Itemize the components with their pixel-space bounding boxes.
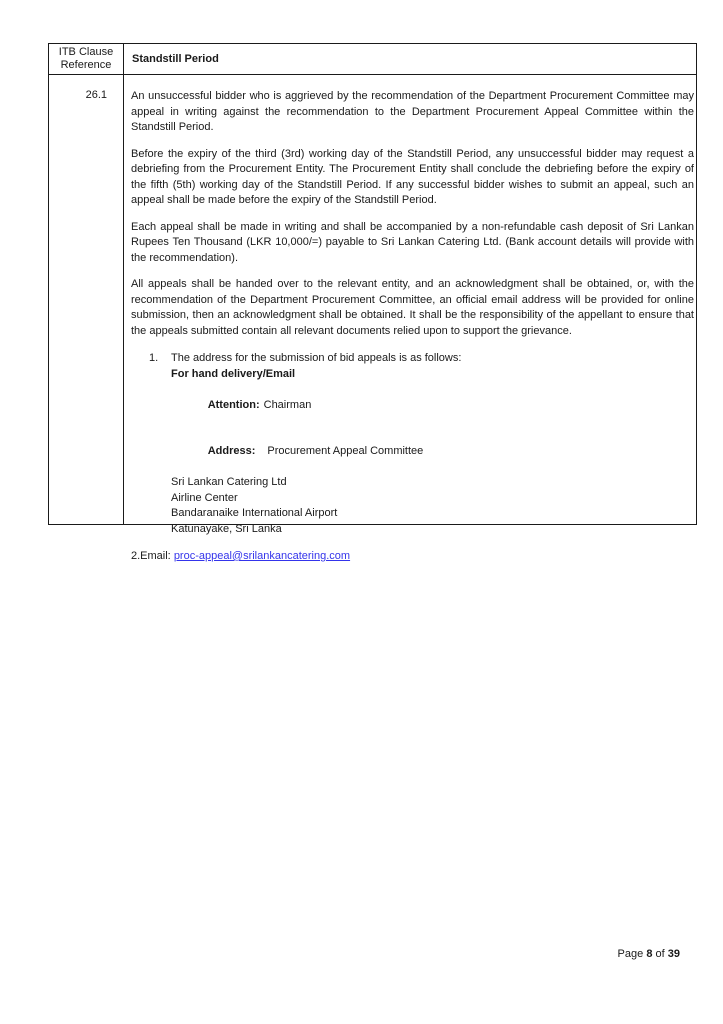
address-intro: The address for the submission of bid appeals is as follows: [171, 352, 462, 364]
bid-appeal-address-list-item [149, 351, 694, 537]
clause-number-cell [49, 75, 124, 524]
bid-appeal-address-block [171, 351, 461, 537]
address-company: Sri Lankan Catering Ltd [171, 476, 287, 488]
hand-delivery-heading: For hand delivery/Email [171, 367, 296, 380]
clause-body-cell [124, 75, 696, 562]
appeal-email-link[interactable]: proc-appeal@srilankancatering.com [173, 550, 351, 562]
current-page-number: 8 [646, 948, 653, 960]
address-line [171, 429, 461, 476]
paragraph-appeal-right: An unsuccessful bidder who is aggrieved by the recommendation of the Department Procurement Committee may appeal in writing against the recommendation to the Department Procurement Appeal Committee within the Standstill Period. [131, 90, 694, 133]
clause-number: 26.1 [85, 89, 107, 101]
page-number-footer [618, 948, 680, 960]
header-col1-label: ITB Clause Reference [58, 45, 114, 71]
total-page-count: 39 [667, 948, 680, 960]
address-city: Katunayake, Sri Lanka [171, 522, 282, 535]
attention-value: Chairman [263, 398, 312, 411]
of-label: of [655, 948, 665, 960]
paragraph-debriefing: Before the expiry of the third (3rd) working day of the Standstill Period, any unsuccessful bidder may request a debriefing from the Procurement Entity. The Procurement Entity shall conclude the debriefing before the expiry of the fifth (5th) working day of the Standstill Period. If any successful bidder wishes to submit an appeal, such an appeal shall be made before the expiry of the Standstill Period. [131, 147, 694, 206]
page-label: Page [617, 948, 644, 960]
itb-clause-table [48, 43, 697, 562]
email-submission-line [131, 549, 694, 565]
email-prefix: 2.Email: [131, 550, 171, 562]
table-header-itb-clause-reference [49, 44, 124, 75]
paragraph-acknowledgment: All appeals shall be handed over to the relevant entity, and an acknowledgment shall be obtained, or, with the recommendation of the Department Procurement Committee, an official email address will be provided for online submission, then an acknowledgment shall be obtained. It shall be the responsibility of the appellant to ensure that the appeals submitted contain all relevant documents relied upon to support the grievance. [131, 278, 694, 337]
address-airport: Bandaranaike International Airport [171, 507, 338, 519]
header-col2-label: Standstill Period [132, 53, 219, 65]
paragraph-cash-deposit: Each appeal shall be made in writing and shall be accompanied by a non-refundable cash deposit of Sri Lankan Rupees Ten Thousand (LKR 10,000/=) payable to Sri Lankan Catering Ltd. (Bank account details will provide with the recommendation). [131, 220, 694, 264]
attention-line [171, 382, 461, 429]
list-number: 1. [149, 352, 159, 364]
address-building: Airline Center [171, 491, 238, 504]
table-header-standstill-period [124, 44, 696, 75]
attention-label: Attention: [207, 398, 260, 411]
address-label: Address: [207, 445, 256, 457]
address-value: Procurement Appeal Committee [267, 445, 424, 457]
